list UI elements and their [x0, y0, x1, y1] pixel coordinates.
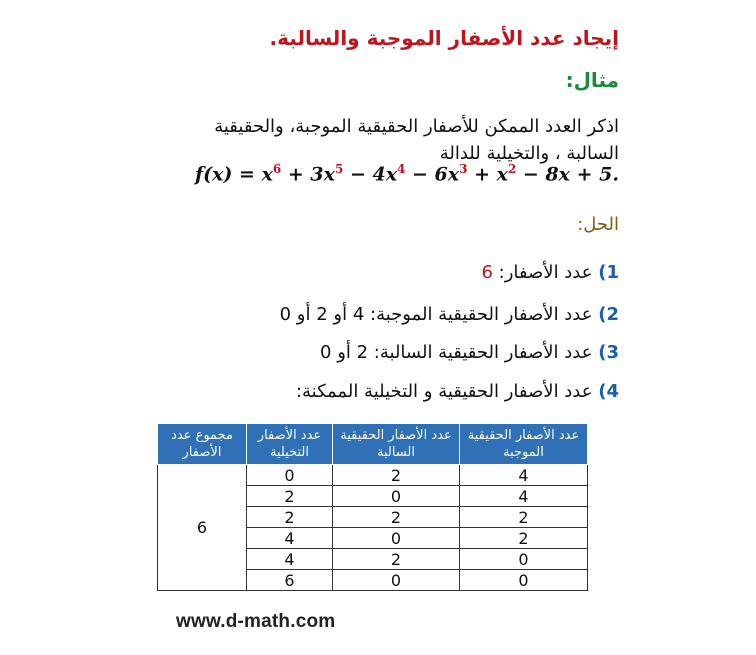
question-line-1: اذكر العدد الممكن للأصفار الحقيقية الموجبة، والحقيقية	[214, 116, 619, 137]
exp-5: 5	[334, 162, 344, 176]
header-negative: عدد الأصفار الحقيقية السالبة	[333, 424, 460, 465]
exp-6: 6	[272, 162, 282, 176]
item-3	[320, 342, 619, 363]
item-1	[481, 262, 619, 283]
zeros-table	[157, 423, 588, 591]
table-cell: 2	[247, 507, 333, 528]
table-cell: 6	[247, 570, 333, 591]
item-2	[280, 304, 619, 325]
table-cell: 4	[460, 486, 588, 507]
item-number: 3)	[598, 342, 619, 363]
item-text: عدد الأصفار الحقيقية السالبة:	[373, 342, 593, 363]
exp-2: 2	[507, 162, 517, 176]
table-cell: 2	[460, 528, 588, 549]
table-cell: 0	[247, 465, 333, 486]
item-number: 2)	[598, 304, 619, 325]
table-cell: 0	[460, 549, 588, 570]
table-cell: 0	[333, 570, 460, 591]
header-positive: عدد الأصفار الحقيقية الموجبة	[460, 424, 588, 465]
term-6x: − 6x	[405, 163, 460, 186]
item-4	[296, 381, 619, 402]
exp-3: 3	[459, 162, 468, 176]
table-cell: 2	[460, 507, 588, 528]
table-cell: 0	[460, 570, 588, 591]
question-line-2: السالبة ، والتخيلية للدالة	[439, 143, 619, 164]
total-cell: 6	[158, 465, 247, 591]
formula-lhs: f(x) = x	[194, 163, 273, 186]
exp-4: 4	[397, 162, 406, 176]
example-label: مثال:	[565, 68, 619, 92]
item-value: 4 أو 2 أو 0	[279, 304, 365, 325]
table-row	[158, 465, 588, 486]
item-number: 4)	[598, 381, 619, 402]
term-tail: − 8x + 5	[516, 163, 613, 186]
table-cell: 2	[333, 465, 460, 486]
item-text: عدد الأصفار الحقيقية و التخيلية الممكنة:	[295, 381, 593, 402]
table-cell: 4	[460, 465, 588, 486]
solution-label: الحل:	[577, 214, 619, 235]
table-cell: 4	[247, 528, 333, 549]
item-value: 2 أو 0	[320, 342, 369, 363]
item-value: 6	[481, 262, 493, 283]
term-x: + x	[467, 163, 508, 186]
formula-period: .	[612, 163, 619, 186]
question-text	[214, 113, 619, 167]
table-cell: 0	[333, 528, 460, 549]
table-cell: 2	[333, 507, 460, 528]
item-text: عدد الأصفار الحقيقية الموجبة:	[370, 304, 593, 325]
header-imaginary: عدد الأصفار التخيلية	[247, 424, 333, 465]
header-total: مجموع عدد الأصفار	[158, 424, 247, 465]
item-number: 1)	[598, 262, 619, 283]
table-cell: 4	[247, 549, 333, 570]
term-4x: − 4x	[343, 163, 398, 186]
table-cell: 0	[333, 486, 460, 507]
term-3x: + 3x	[281, 163, 335, 186]
table-cell: 2	[333, 549, 460, 570]
item-text: عدد الأصفار:	[498, 262, 593, 283]
table-cell: 2	[247, 486, 333, 507]
page-title: إيجاد عدد الأصفار الموجبة والسالبة.	[269, 26, 619, 50]
site-watermark: www.d-math.com	[176, 611, 336, 632]
function-formula	[195, 162, 619, 185]
table-header-row	[158, 424, 588, 465]
